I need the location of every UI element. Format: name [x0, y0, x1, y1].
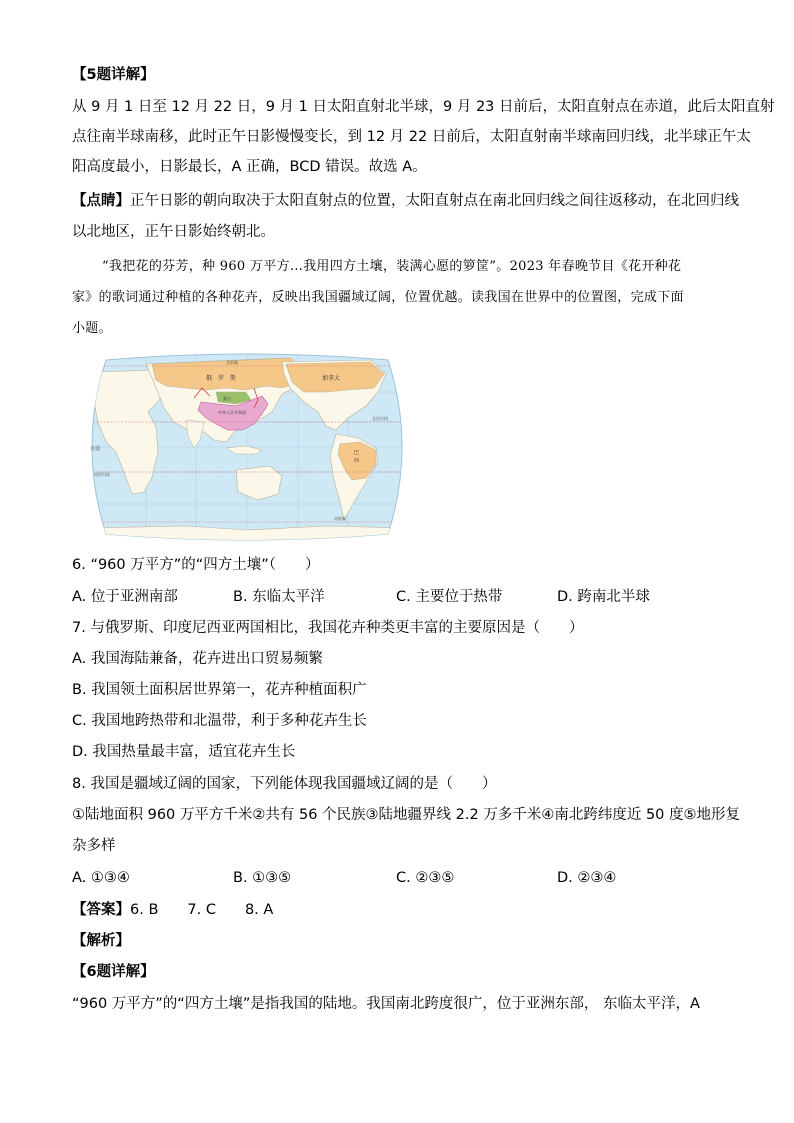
- label-canada: 加拿大: [322, 375, 341, 382]
- label-brazil: 西: [354, 458, 360, 464]
- label-equator: 赤道: [90, 446, 101, 452]
- label-antarctic-circle: 南极圈: [334, 516, 346, 521]
- q8-items: ①陆地面积 960 万平方千米②共有 56 个民族③陆地疆界线 2.2 万多千米④南北跨纬度近 50 度⑤地形复: [72, 807, 741, 823]
- tip-label: 【点睛】: [72, 193, 130, 209]
- q5-paragraph-line: 点往南半球南移，此时正午日影慢慢变长，到 12 月 22 日前后，太阳直射南半球南回归线，北半球正午太: [72, 129, 751, 145]
- q8-option-d: D. ②③④: [557, 870, 617, 886]
- label-tropic-north: 北回归线: [372, 416, 388, 421]
- q8-option-c: C. ②③⑤: [396, 870, 455, 886]
- q5-tip-line: 以北地区，正午日影始终朝北。: [72, 224, 275, 240]
- q8-option-b: B. ①③⑤: [233, 870, 292, 886]
- q6-option-a: A. 位于亚洲南部: [72, 589, 178, 605]
- answer-line: [72, 899, 722, 921]
- q6-detail-text: “960 万平方”的“四方土壤”是指我国的陆地。我国南北跨度很广，位于亚洲东部， 东临太平洋，A: [72, 996, 700, 1012]
- q8-items: 杂多样: [72, 838, 116, 854]
- label-tropic-south: 南回归线: [94, 472, 110, 477]
- answer-label: 【答案】: [72, 902, 130, 918]
- q8-stem: 8. 我国是疆域辽阔的国家，下列能体现我国疆域辽阔的是（ ）: [72, 776, 497, 792]
- q8-option-a: A. ①③④: [72, 870, 130, 886]
- q5-heading: 【5题详解】: [72, 67, 155, 83]
- q7-option-d: D. 我国热量最丰富，适宜花卉生长: [72, 744, 296, 760]
- passage-line: “我把花的芬芳，种 960 万平方…我用四方土壤，装满心愿的箩筐”。2023 年春晚节目《花开种花: [102, 259, 682, 274]
- q7-option-c: C. 我国地跨热带和北温带，利于多种花卉生长: [72, 713, 367, 729]
- label-brazil: 巴: [354, 450, 360, 456]
- passage-line: 小题。: [72, 321, 112, 336]
- q6-option-c: C. 主要位于热带: [396, 589, 503, 605]
- analysis-label: 【解析】: [72, 933, 130, 949]
- tip-text: 正午日影的朝向取决于太阳直射点的位置，太阳直射点在南北回归线之间往返移动，在北回归线: [130, 193, 739, 209]
- q5-tip: [72, 190, 739, 212]
- q5-paragraph-line: 从 9 月 1 日至 12 月 22 日，9 月 1 日太阳直射北半球，9 月 23 日前后，太阳直射点在赤道，此后太阳直射: [72, 99, 775, 115]
- q5-paragraph-line: 阳高度最小，日影最长，A 正确，BCD 错误。故选 A。: [72, 159, 427, 175]
- q6-option-d: D. 跨南北半球: [557, 589, 650, 605]
- q6-option-b: B. 东临太平洋: [233, 589, 325, 605]
- q6-detail-heading: 【6题详解】: [72, 964, 155, 980]
- label-mongolia: 蒙古: [223, 396, 231, 401]
- answer-text: 6. B 7. C 8. A: [130, 902, 274, 918]
- label-china: 中华人民共和国: [218, 410, 246, 415]
- passage-line: 家》的歌词通过种植的各种花卉，反映出我国疆域辽阔，位置优越。读我国在世界中的位置图，完成下面: [72, 290, 684, 305]
- label-arctic-circle: 北极圈: [226, 360, 238, 365]
- q7-option-a: A. 我国海陆兼备，花卉进出口贸易频繁: [72, 651, 323, 667]
- q7-option-b: B. 我国领土面积居世界第一，花卉种植面积广: [72, 682, 367, 698]
- q6-stem: 6. “960 万平方”的“四方土壤”（ ）: [72, 557, 320, 573]
- world-map: [86, 352, 408, 542]
- q7-stem: 7. 与俄罗斯、印度尼西亚两国相比，我国花卉种类更丰富的主要原因是（ ）: [72, 620, 584, 636]
- label-russia: 俄 罗 斯: [206, 375, 237, 382]
